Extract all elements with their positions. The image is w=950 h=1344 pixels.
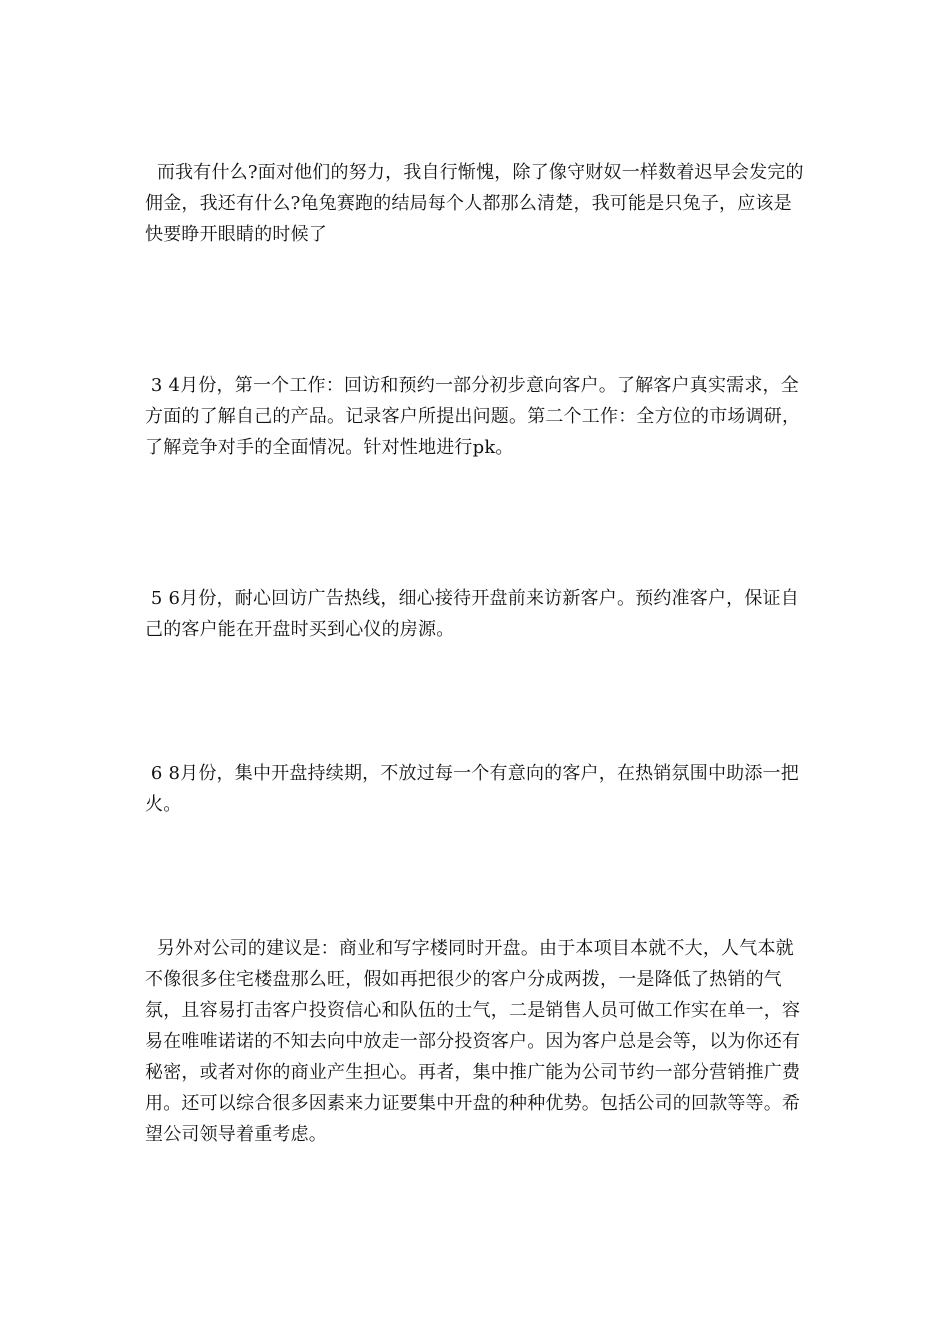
paragraph-june-august-plan: 6 8月份，集中开盘持续期，不放过每一个有意向的客户，在热销氛围中助添一把火。	[145, 763, 799, 815]
paragraph-company-suggestion: 另外对公司的建议是：商业和写字楼同时开盘。由于本项目本就不大，人气本就不像很多住宅楼盘那么旺，假如再把很少的客户分成两拨，一是降低了热销的气氛，且容易打击客户投资信心和队伍的士气，二是销售人员可做工作实在单一，容易在唯唯诺诺的不知去向中放走一部分投资客户。因为客户总是会等，以为你还有秘密，或者对你的商业产生担心。再者，集中推广能为公司节约一部分营销推广费用。还可以综合很多因素来力证要集中开盘的种种优势。包括公司的回款等等。希望公司领导着重考虑。	[145, 938, 801, 1145]
paragraph-march-april-plan: 3 4月份，第一个工作：回访和预约一部分初步意向客户。了解客户真实需求，全方面的了解自己的产品。记录客户所提出问题。第二个工作：全方位的市场调研，了解竞争对手的全面情况。针对性地进行pk。	[145, 375, 801, 458]
paragraph-reflection: 而我有什么?面对他们的努力，我自行惭愧，除了像守财奴一样数着迟早会发完的佣金，我还有什么?龟兔赛跑的结局每个人都那么清楚，我可能是只兔子，应该是快要睁开眼睛的时候了	[145, 162, 804, 245]
paragraph-may-june-plan: 5 6月份，耐心回访广告热线，细心接待开盘前来访新客户。预约准客户，保证自己的客户能在开盘时买到心仪的房源。	[145, 588, 799, 640]
